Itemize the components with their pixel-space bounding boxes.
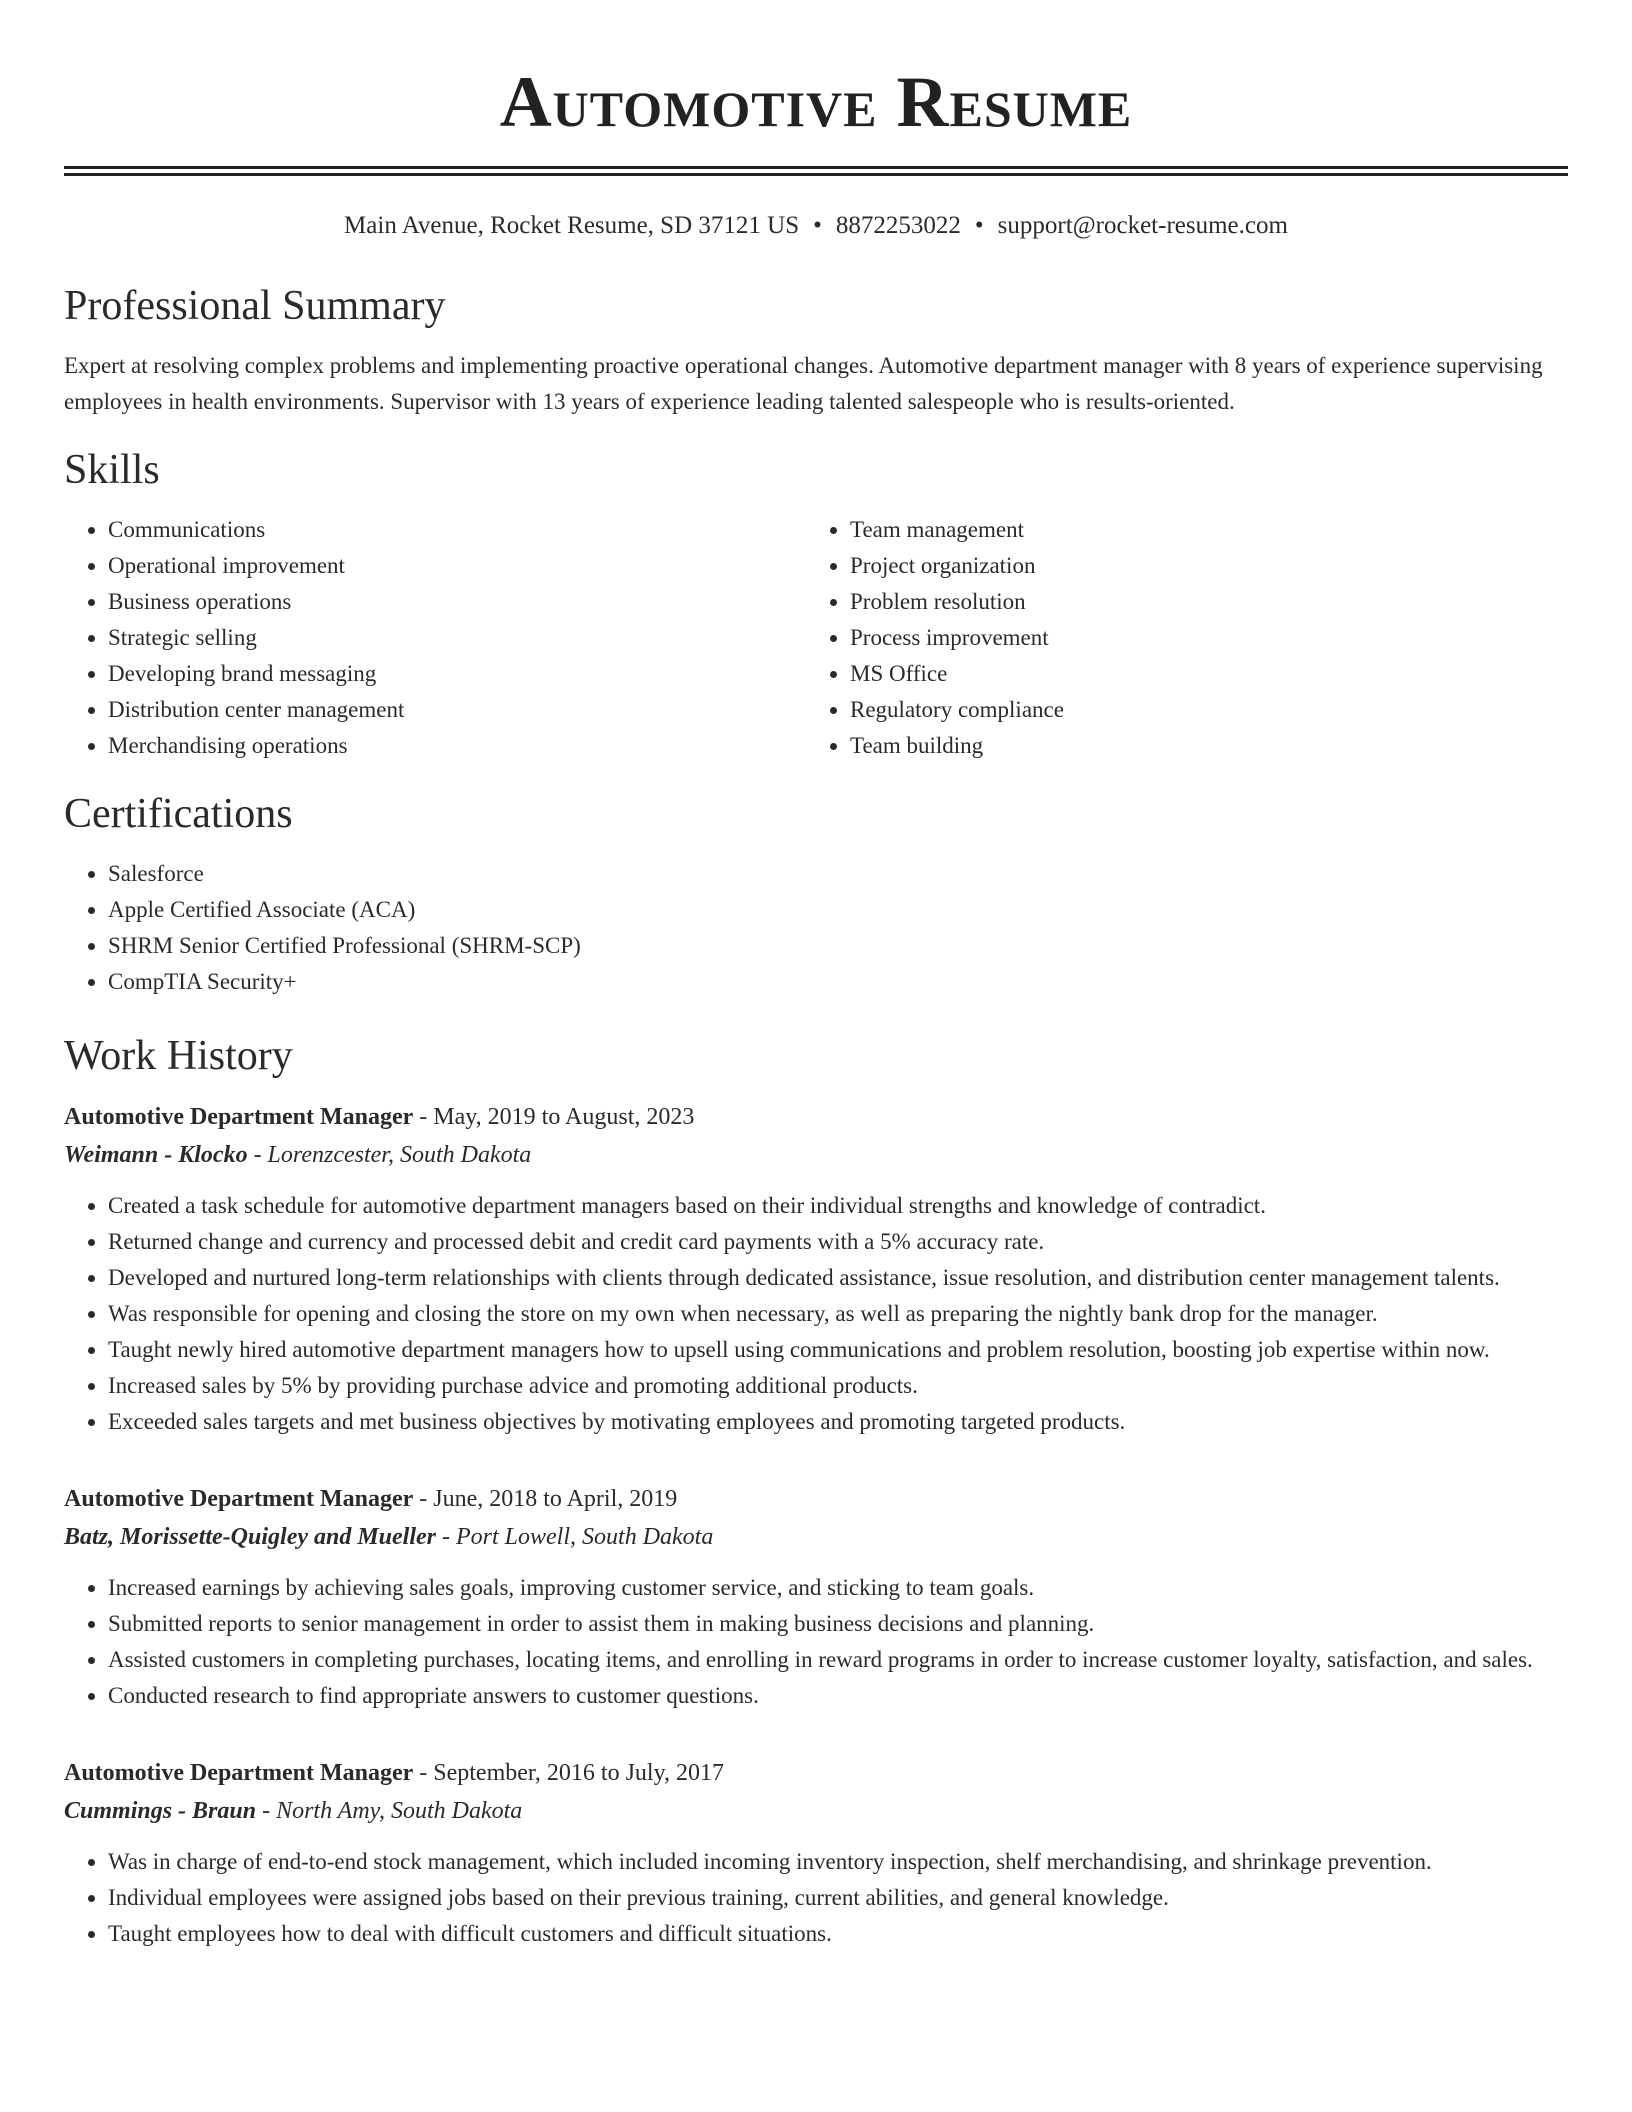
title-divider bbox=[64, 166, 1568, 176]
skills-columns bbox=[64, 512, 1568, 764]
job-duty: • Taught employees how to deal with difficult customers and difficult situations. bbox=[108, 1916, 1568, 1952]
job-duty: • Created a task schedule for automotive department managers based on their individual strengths and knowledge of contradict. bbox=[108, 1188, 1568, 1224]
skill-item: • Regulatory compliance bbox=[850, 692, 1548, 728]
certifications-list bbox=[64, 856, 1568, 1000]
job-duty: • Exceeded sales targets and met business objectives by motivating employees and promoting targeted products. bbox=[108, 1404, 1568, 1440]
skills-column-left bbox=[64, 512, 806, 764]
skill-item: • Process improvement bbox=[850, 620, 1548, 656]
skill-item: • Strategic selling bbox=[108, 620, 806, 656]
job-duty: • Developed and nurtured long-term relationships with clients through dedicated assistance, issue resolution, and distribution center management talents. bbox=[108, 1260, 1568, 1296]
job-entry-2 bbox=[64, 1480, 1568, 1714]
job-title: Automotive Department Manager bbox=[64, 1760, 414, 1786]
job-duty: • Conducted research to find appropriate answers to customer questions. bbox=[108, 1678, 1568, 1714]
job-entry-3 bbox=[64, 1754, 1568, 1952]
skill-item: • Developing brand messaging bbox=[108, 656, 806, 692]
job-duty: • Increased sales by 5% by providing purchase advice and promoting additional products. bbox=[108, 1368, 1568, 1404]
contact-email: support@rocket-resume.com bbox=[997, 212, 1288, 239]
job-duty: • Increased earnings by achieving sales goals, improving customer service, and sticking to team goals. bbox=[108, 1570, 1568, 1606]
job-location: - North Amy, South Dakota bbox=[256, 1798, 523, 1824]
job-company: Batz, Morissette-Quigley and Mueller bbox=[64, 1524, 437, 1550]
job-duty: • Was in charge of end-to-end stock management, which included incoming inventory inspection, shelf merchandising, and shrinkage prevention. bbox=[108, 1844, 1568, 1880]
job-dates: - June, 2018 to April, 2019 bbox=[413, 1486, 678, 1512]
job-location: - Port Lowell, South Dakota bbox=[436, 1524, 714, 1550]
job-dates: - May, 2019 to August, 2023 bbox=[413, 1104, 695, 1130]
resume-title: Automotive Resume bbox=[499, 62, 1133, 142]
work-history-heading: Work History bbox=[64, 1033, 293, 1079]
job-duties-list bbox=[64, 1844, 1568, 1952]
job-entry-1 bbox=[64, 1098, 1568, 1440]
certification-item: • Salesforce bbox=[108, 856, 1568, 892]
job-header bbox=[64, 1480, 1568, 1518]
summary-text: Expert at resolving complex problems and implementing proactive operational changes. Automotive department manager with 8 years of experience supervising employees in health environments. Supervisor with 13 years of experience leading talented salespeople who is results-oriented. bbox=[64, 353, 1543, 414]
skills-list-right bbox=[806, 512, 1548, 764]
contact-phone: 8872253022 bbox=[835, 212, 961, 239]
certification-item: • Apple Certified Associate (ACA) bbox=[108, 892, 1568, 928]
skill-item: • Business operations bbox=[108, 584, 806, 620]
job-duty: • Was responsible for opening and closing the store on my own when necessary, as well as preparing the nightly bank drop for the manager. bbox=[108, 1296, 1568, 1332]
job-duty: • Assisted customers in completing purchases, locating items, and enrolling in reward programs in order to increase customer loyalty, satisfaction, and sales. bbox=[108, 1642, 1568, 1678]
skill-item: • MS Office bbox=[850, 656, 1548, 692]
skill-item: • Project organization bbox=[850, 548, 1548, 584]
skill-item: • Team management bbox=[850, 512, 1548, 548]
job-duty: • Taught newly hired automotive department managers how to upsell using communications and problem resolution, boosting job expertise within now. bbox=[108, 1332, 1568, 1368]
job-title: Automotive Department Manager bbox=[64, 1486, 414, 1512]
job-employer-line bbox=[64, 1792, 1568, 1830]
job-employer-line bbox=[64, 1136, 1568, 1174]
job-header bbox=[64, 1754, 1568, 1792]
contact-separator: • bbox=[813, 212, 822, 239]
skills-list-left bbox=[64, 512, 806, 764]
summary-heading: Professional Summary bbox=[64, 283, 446, 329]
job-title: Automotive Department Manager bbox=[64, 1104, 414, 1130]
job-duty: • Individual employees were assigned jobs based on their previous training, current abilities, and general knowledge. bbox=[108, 1880, 1568, 1916]
contact-line bbox=[64, 210, 1568, 242]
certification-item: • CompTIA Security+ bbox=[108, 964, 1568, 1000]
job-company: Weimann - Klocko bbox=[64, 1142, 248, 1168]
certification-item: • SHRM Senior Certified Professional (SHRM-SCP) bbox=[108, 928, 1568, 964]
skill-item: • Team building bbox=[850, 728, 1548, 764]
certifications-heading: Certifications bbox=[64, 791, 293, 837]
skill-item: • Distribution center management bbox=[108, 692, 806, 728]
skill-item: • Merchandising operations bbox=[108, 728, 806, 764]
job-duty: • Submitted reports to senior management in order to assist them in making business decisions and planning. bbox=[108, 1606, 1568, 1642]
job-dates: - September, 2016 to July, 2017 bbox=[413, 1760, 725, 1786]
contact-address: Main Avenue, Rocket Resume, SD 37121 US bbox=[344, 212, 800, 239]
skills-heading: Skills bbox=[64, 447, 160, 493]
skill-item: • Problem resolution bbox=[850, 584, 1548, 620]
contact-separator: • bbox=[974, 212, 984, 239]
job-location: - Lorenzcester, South Dakota bbox=[247, 1142, 532, 1168]
skills-column-right bbox=[806, 512, 1548, 764]
skill-item: • Operational improvement bbox=[108, 548, 806, 584]
job-employer-line bbox=[64, 1518, 1568, 1556]
job-duties-list bbox=[64, 1188, 1568, 1440]
skill-item: • Communications bbox=[108, 512, 806, 548]
job-header bbox=[64, 1098, 1568, 1136]
job-duty: • Returned change and currency and processed debit and credit card payments with a 5% accuracy rate. bbox=[108, 1224, 1568, 1260]
job-duties-list bbox=[64, 1570, 1568, 1714]
job-company: Cummings - Braun bbox=[64, 1798, 257, 1824]
